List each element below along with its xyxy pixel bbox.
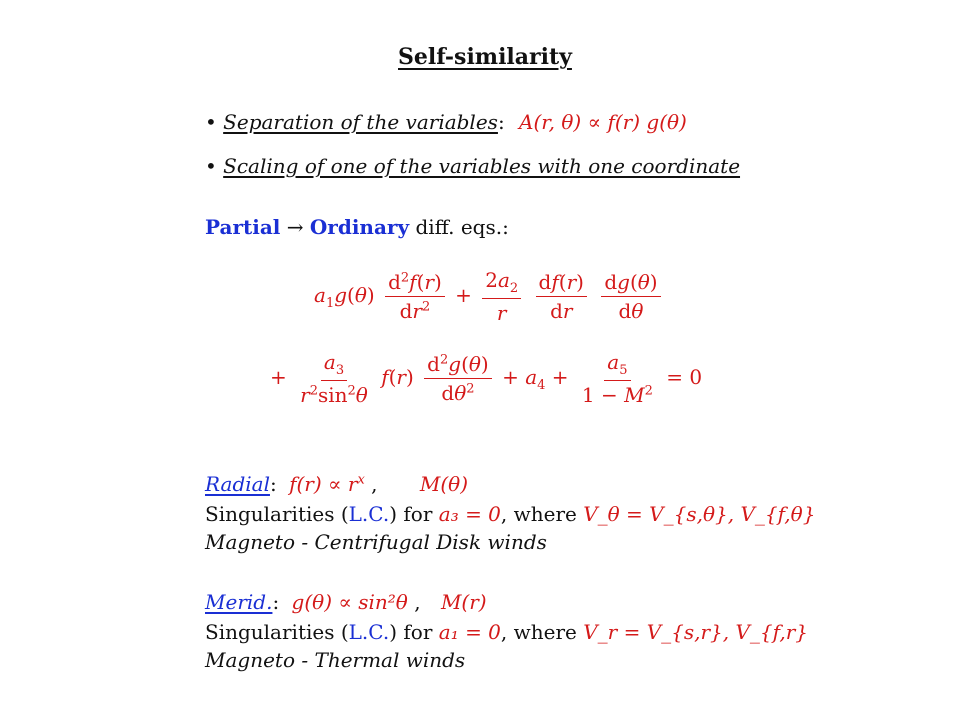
merid-m: M(r) [440,590,487,614]
diff-eqs-label: diff. eqs.: [415,215,509,239]
radial-label: Radial [205,472,270,496]
radial-winds: Magneto - Centrifugal Disk winds [205,530,547,554]
merid-comma: , [414,590,421,614]
separation-colon: : [497,110,505,134]
merid-formula: g(θ) ∝ sin²θ [291,590,408,614]
equation-line-1: $a_1g(\theta)$ $\frac{d^2f(r)}{dr^2}$ + $\frac{2a_2}{r}$ $\frac{df(r)}{dr}$ $\frac{dg(\theta)}{d\theta}$ [314,268,665,325]
pde-line [205,215,509,239]
ordinary-label: Ordinary [309,215,410,239]
radial-formula: f(r) ∝ r [289,472,358,496]
arrow-symbol: → [286,215,304,239]
equation-line-2: + $\frac{a_3}{r^2\sin^2\theta}$ f(r) $\frac{d^2g(\theta)}{d\theta^2}$ + $a_4$ + $\frac{a_5}{1 - M^2}$ = 0 [270,350,703,407]
radial-colon: : [269,472,277,496]
scaling-label: Scaling of one of the variables with one coordinate [223,154,741,178]
merid-velocity: V_r = V_{s,r}, V_{f,r} [583,620,808,644]
radial-line [205,472,468,496]
page-title: Self-similarity [398,44,572,70]
merid-lc: L.C. [348,620,390,644]
radial-singularities [205,502,815,526]
partial-label: Partial [205,215,281,239]
bullet-scaling [205,154,740,178]
separation-label: Separation of the variables [223,110,498,134]
bullet-dot: • [205,154,217,178]
radial-sing-prefix: Singularities ( [205,502,349,526]
bullet-dot: • [205,110,217,134]
merid-sing-mid: ) for [389,620,439,644]
merid-where: , where [500,620,584,644]
merid-condition: a₁ = 0 [438,620,501,644]
radial-condition: a₃ = 0 [438,502,501,526]
merid-winds: Magneto - Thermal winds [205,648,466,672]
bullet-separation [205,110,687,134]
merid-singularities [205,620,808,644]
radial-comma: , [371,472,378,496]
radial-velocity: V_θ = V_{s,θ}, V_{f,θ} [583,502,816,526]
radial-m: M(θ) [419,472,469,496]
radial-where: , where [500,502,584,526]
merid-colon: : [272,590,280,614]
merid-label: Merid. [205,590,273,614]
radial-lc: L.C. [348,502,390,526]
merid-line [205,590,487,614]
separation-formula: A(r, θ) ∝ f(r) g(θ) [519,110,687,134]
merid-sing-prefix: Singularities ( [205,620,349,644]
radial-exponent: x [357,472,365,488]
radial-sing-mid: ) for [389,502,439,526]
